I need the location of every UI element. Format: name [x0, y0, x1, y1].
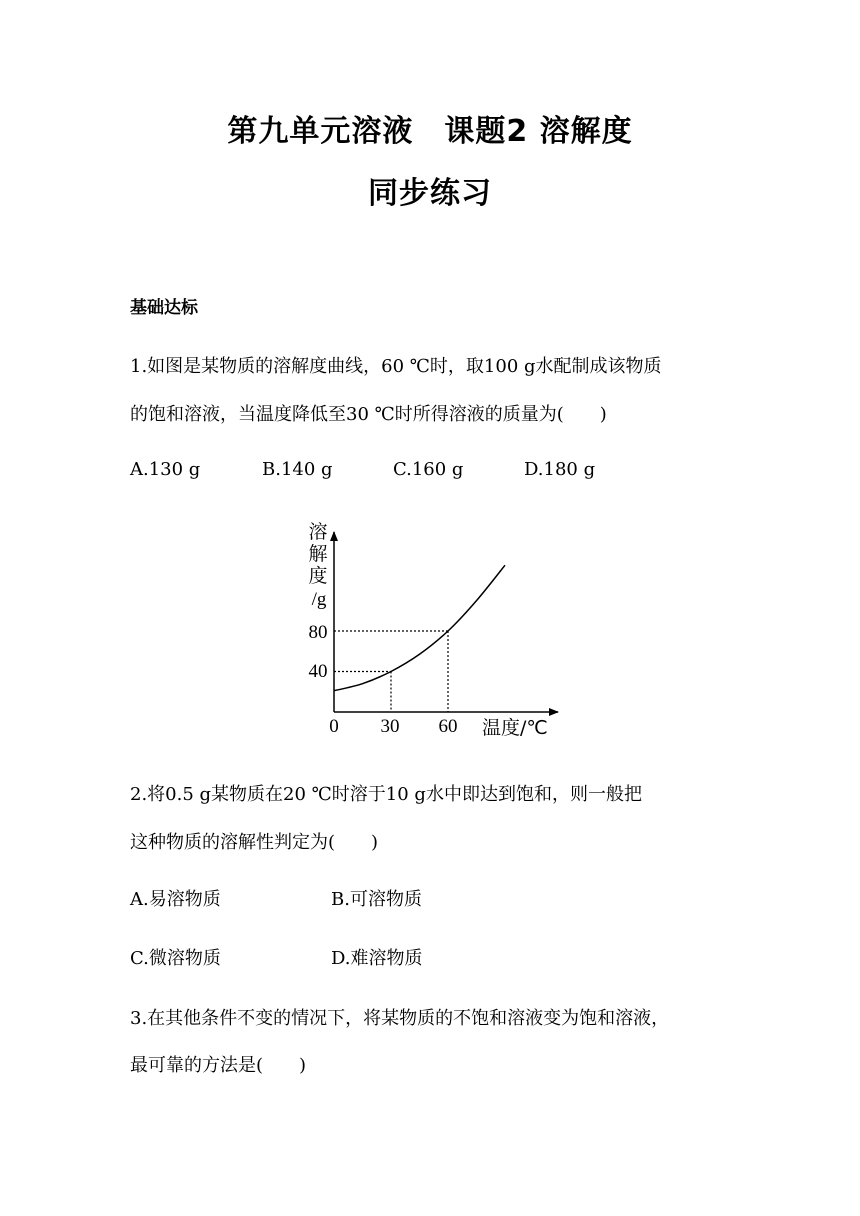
y-axis-label-char-3: 度	[308, 565, 328, 587]
x-tick-label-30: 30	[380, 716, 400, 737]
q3-line-1: 3.在其他条件不变的情况下，将某物质的不饱和溶液变为饱和溶液，	[130, 1008, 670, 1029]
x-axis-label: 温度/℃	[482, 717, 548, 739]
y-tick-label-80: 80	[308, 622, 328, 643]
origin-label: 0	[329, 716, 339, 737]
document-title: 第九单元溶液 课题2 溶解度	[227, 114, 633, 149]
document-subtitle: 同步练习	[368, 176, 492, 211]
y-axis-label-char-1: 溶	[308, 521, 328, 543]
section-heading: 基础达标	[130, 298, 198, 318]
q1-option-b: B.140 g	[262, 459, 333, 480]
q2-line-2: 这种物质的溶解性判定为( )	[130, 832, 379, 853]
q3-line-2: 最可靠的方法是( )	[130, 1055, 307, 1076]
q1-line-2: 的饱和溶液，当温度降低至30 ℃时所得溶液的质量为( )	[130, 404, 607, 425]
q2-line-1: 2.将0.5 g某物质在20 ℃时溶于10 g水中即达到饱和，则一般把	[130, 784, 642, 805]
q2-option-a: A.易溶物质	[130, 889, 221, 910]
q1-option-d: D.180 g	[524, 459, 596, 480]
solubility-chart	[290, 510, 580, 750]
y-tick-label-40: 40	[308, 661, 328, 682]
q2-option-b: B.可溶物质	[331, 889, 422, 910]
q1-line-1: 1.如图是某物质的溶解度曲线，60 ℃时，取100 g水配制成该物质	[130, 356, 662, 377]
q2-option-c: C.微溶物质	[130, 948, 221, 969]
y-axis-unit: /g	[311, 589, 327, 610]
q1-option-c: C.160 g	[393, 459, 464, 480]
q1-option-a: A.130 g	[130, 459, 201, 480]
q2-option-d: D.难溶物质	[331, 948, 423, 969]
y-axis-label-char-2: 解	[308, 543, 328, 565]
x-tick-label-60: 60	[438, 716, 458, 737]
